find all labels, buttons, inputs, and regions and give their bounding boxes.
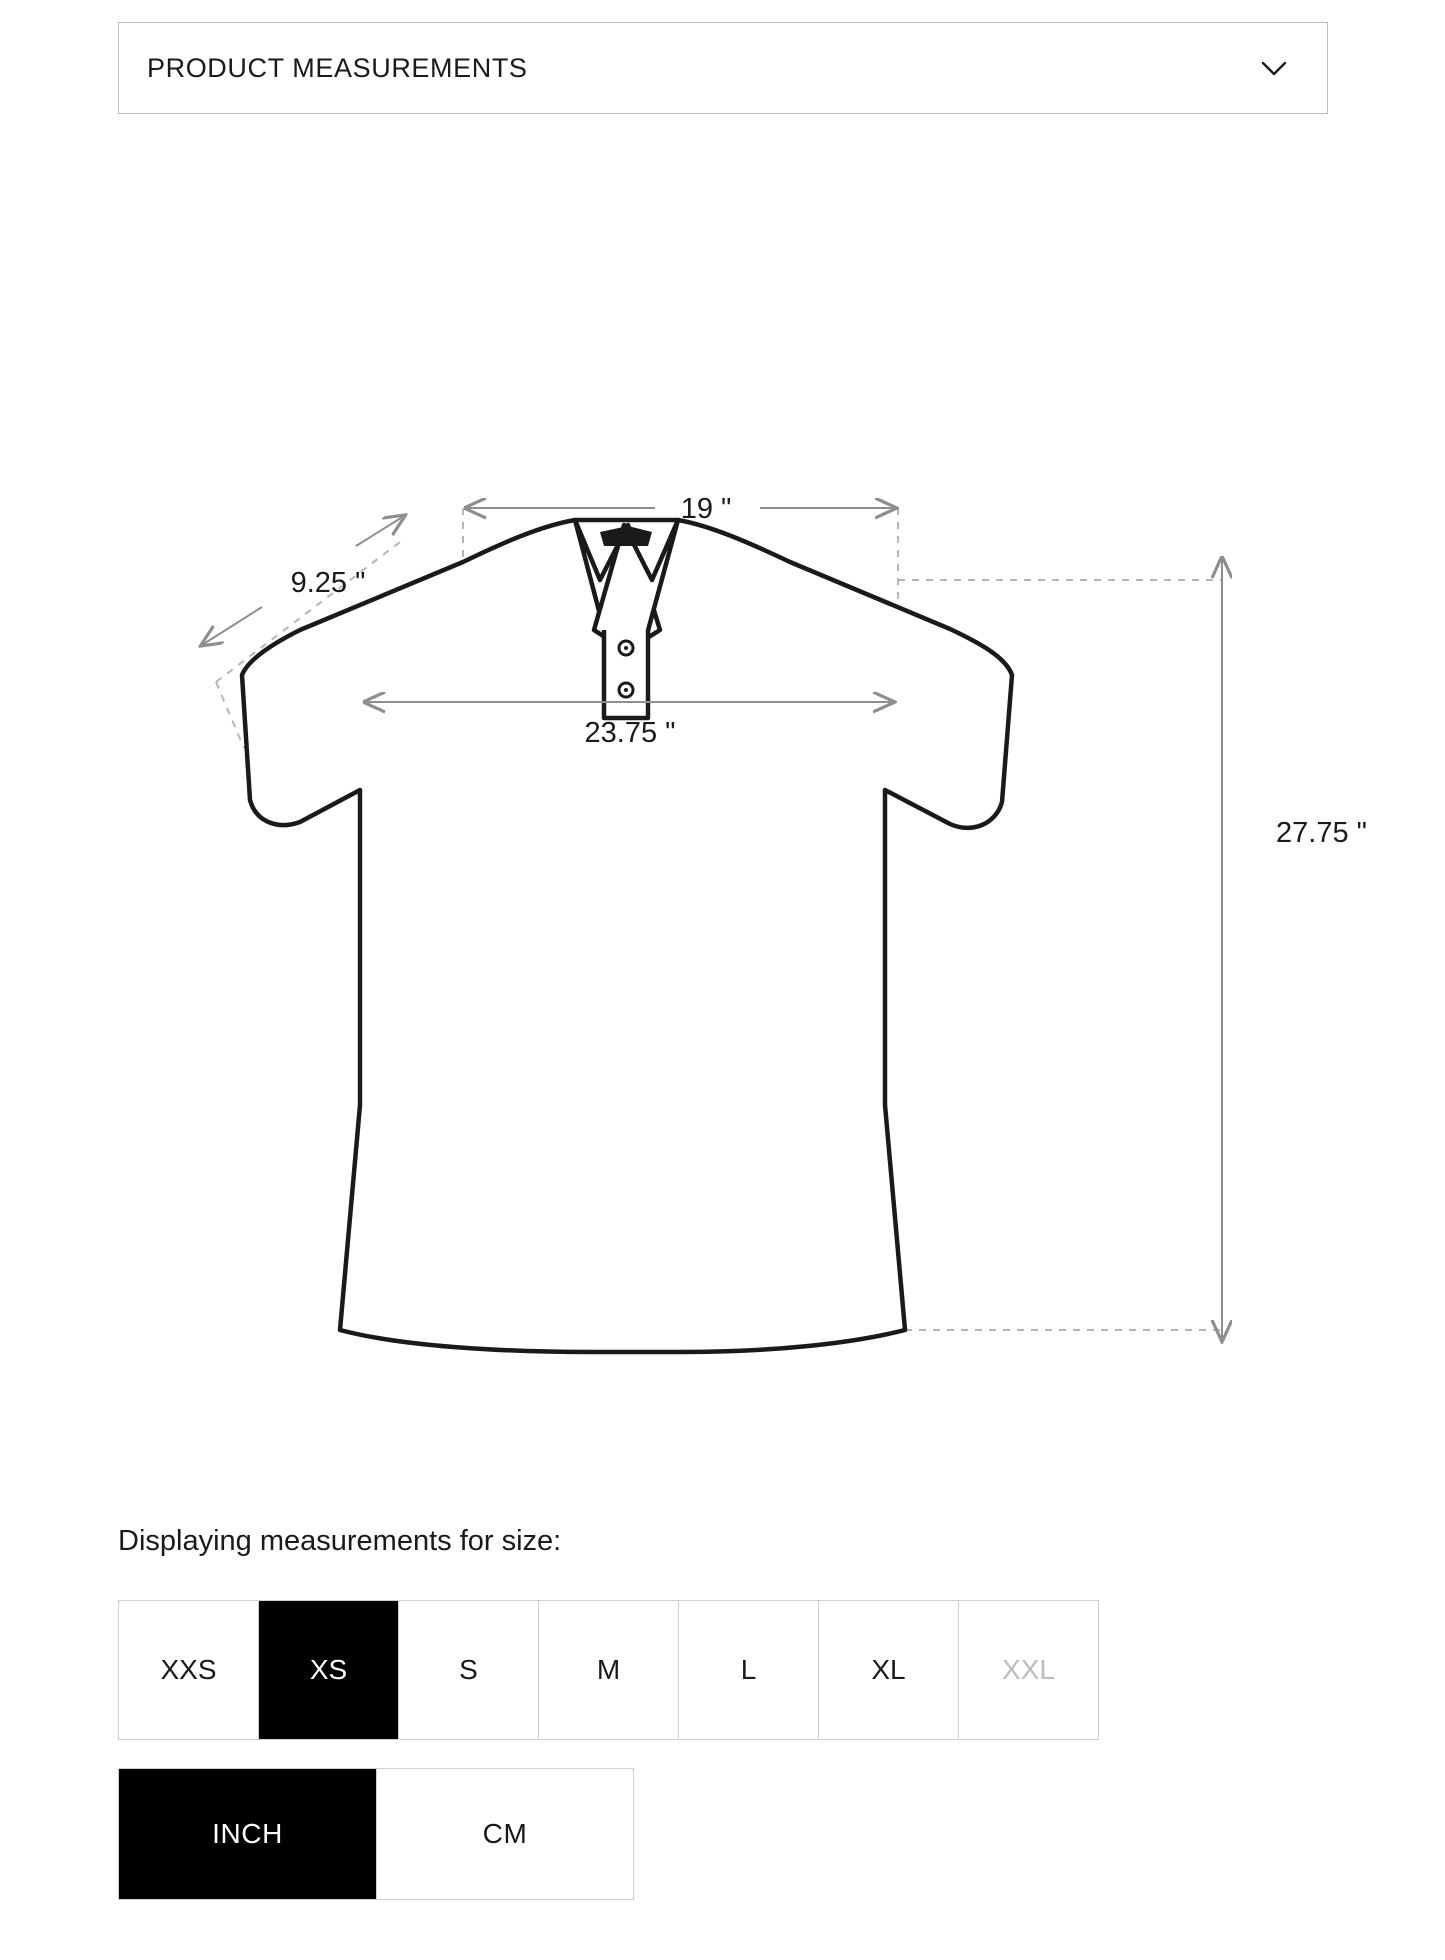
size-option-xs[interactable]: XS <box>259 1601 399 1739</box>
chest-measurement-label: 23.75 " <box>584 717 676 749</box>
unit-option-inch[interactable]: INCH <box>119 1769 376 1899</box>
size-option-xxl: XXL <box>959 1601 1099 1739</box>
size-selector[interactable] <box>118 1600 1099 1740</box>
product-measurements-accordion-header[interactable] <box>118 22 1328 114</box>
size-option-m[interactable]: M <box>539 1601 679 1739</box>
sleeve-measurement-label: 9.25 " <box>290 567 366 599</box>
size-selector-caption: Displaying measurements for size: <box>118 1525 562 1557</box>
button-placket <box>604 630 648 718</box>
size-option-l[interactable]: L <box>679 1601 819 1739</box>
length-measurement-label: 27.75 " <box>1276 817 1367 849</box>
chevron-down-icon[interactable] <box>1255 49 1293 87</box>
measurement-diagram <box>0 330 1445 1460</box>
size-option-xxs[interactable]: XXS <box>119 1601 259 1739</box>
size-option-xl[interactable]: XL <box>819 1601 959 1739</box>
unit-toggle[interactable] <box>118 1768 634 1900</box>
size-option-s[interactable]: S <box>399 1601 539 1739</box>
page-title: PRODUCT MEASUREMENTS <box>147 52 528 83</box>
shoulder-measurement-label: 19 " <box>680 493 732 525</box>
polo-shirt-technical-drawing <box>0 330 1445 1460</box>
unit-option-cm[interactable]: CM <box>376 1769 633 1899</box>
